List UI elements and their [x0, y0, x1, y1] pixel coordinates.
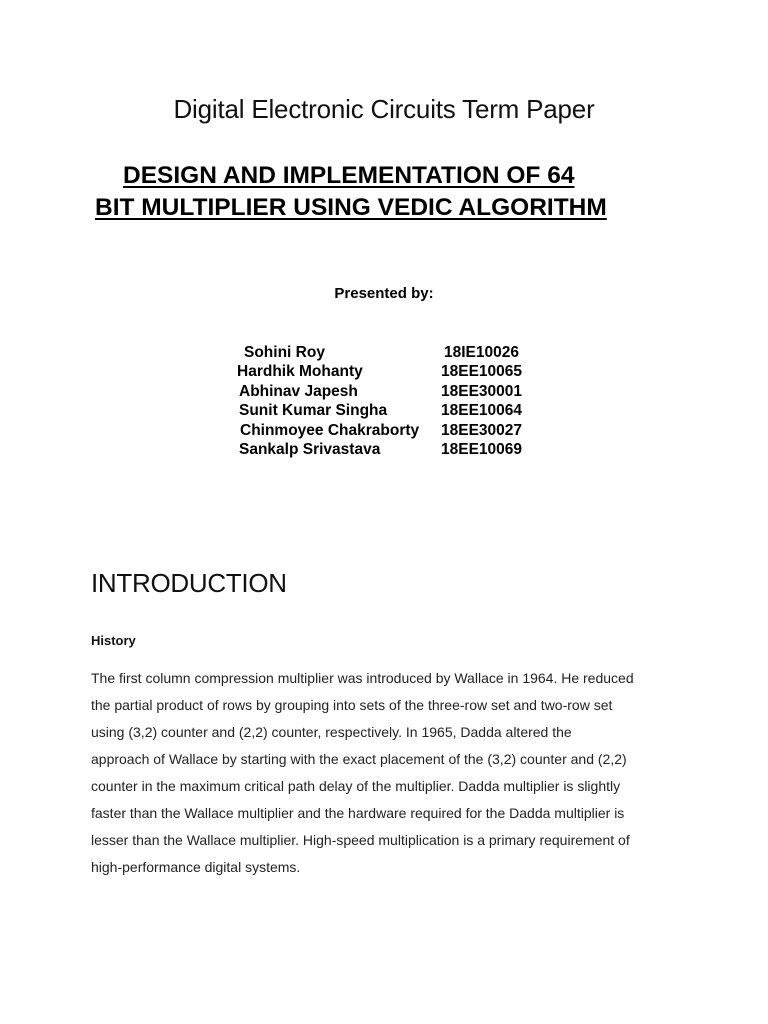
paragraph-line: high-performance digital systems.: [91, 859, 301, 875]
author-row: [236, 343, 556, 362]
paper-title-line-1: DESIGN AND IMPLEMENTATION OF 64: [123, 162, 575, 189]
author-row: [236, 362, 556, 381]
author-list: [236, 343, 556, 459]
author-name: Sohini Roy: [244, 344, 325, 361]
author-roll-number: 18EE10065: [441, 363, 523, 381]
paragraph-line: the partial product of rows by grouping into sets of the three-row set and two-row set: [91, 697, 613, 713]
author-name: Sunit Kumar Singha: [239, 402, 388, 420]
author-roll-number: 18EE30001: [441, 382, 523, 400]
paragraph-line: counter in the maximum critical path delay of the multiplier. Dadda multiplier is slightly: [91, 778, 621, 794]
paragraph-line: lesser than the Wallace multiplier. High-speed multiplication is a primary requirement of: [91, 832, 630, 848]
author-roll-number: 18EE30027: [441, 421, 523, 439]
author-name: Hardhik Mohanty: [237, 363, 363, 381]
history-paragraph: [91, 665, 691, 881]
paragraph-line: approach of Wallace by starting with the exact placement of the (3,2) counter and (2,2): [91, 751, 627, 767]
author-name: Chinmoyee Chakraborty: [240, 421, 420, 439]
author-roll-number: 18IE10026: [444, 344, 519, 361]
paper-title-line-2: BIT MULTIPLIER USING VEDIC ALGORITHM: [95, 194, 607, 221]
paragraph-line: The first column compression multiplier was introduced by Wallace in 1964. He reduced: [91, 670, 634, 686]
author-roll-number: 18EE10064: [441, 402, 523, 420]
course-title: Digital Electronic Circuits Term Paper: [173, 94, 595, 124]
author-name: Abhinav Japesh: [239, 382, 358, 400]
author-name: Sankalp Srivastava: [239, 440, 381, 458]
author-roll-number: 18EE10069: [441, 440, 523, 458]
author-row: [236, 421, 556, 440]
presented-by-label: Presented by:: [334, 285, 434, 302]
paper-title: [95, 160, 695, 224]
author-row: [236, 440, 556, 459]
paragraph-line: faster than the Wallace multiplier and the hardware required for the Dadda multiplier is: [91, 805, 625, 821]
introduction-heading: INTRODUCTION: [91, 568, 287, 598]
author-row: [236, 382, 556, 401]
history-subheading: History: [91, 633, 136, 648]
author-row: [236, 401, 556, 420]
paragraph-line: using (3,2) counter and (2,2) counter, respectively. In 1965, Dadda altered the: [91, 724, 572, 740]
